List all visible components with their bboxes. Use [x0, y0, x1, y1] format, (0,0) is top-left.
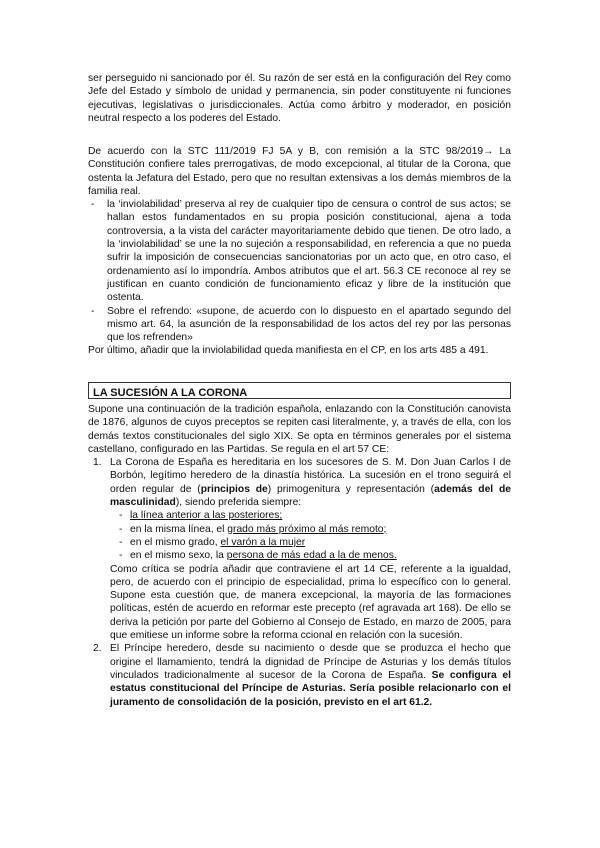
item2-text: El Príncipe heredero, desde su nacimiento o desde que se produzca el hecho que origine el llamamiento, tendrá la dignidad de Príncipe de Asturias y los demás títulos vinculados tradicionalmente al sucesor de la Corona de España.: [110, 643, 511, 681]
item1-text-a: La Corona de España es hereditaria en los sucesores de S. M. Don Juan Carlos I de Borbón, legítimo heredero de la dinastía histórica. La sucesión en el trono seguirá el orden regular de (: [110, 457, 511, 495]
item1-text-e: ), siendo preferida siempre:: [175, 497, 302, 509]
stc-closing: Por último, añadir que la inviolabilidad queda manifiesta en el CP, en los arts 485 a 491.: [88, 345, 489, 357]
article-item-2: [88, 642, 511, 708]
section-heading: LA SUCESIÓN A LA CORONA: [93, 387, 248, 399]
bullet-inviolabilidad: - la ‘inviolabilidad’ preserva al rey de cualquier tipo de censura o control de sus actos; se hallan estos fundamentados en su propia posición constitucional, ajena a toda controversia, a la vista del carácter mayoritariamente debido que tienen. De otro lado, a la ‘inviolabilidad’ se une la no sujeción a responsabilidad, en referencia a que no pueda sufrir la imposición de consecuencias sancionatorias por un acto que, en otro caso, el ordenamiento así lo impondría. Ambos atributos que el art. 56.3 CE reconoce al rey se justifican en cuanto condición de funcionamiento eficaz y libre de la institución que ostenta.: [88, 198, 511, 304]
sucesion-intro: Supone una continuación de la tradición española, enlazando con la Constitución canovista de 1876, algunos de cuyos preceptos se repiten casi literalmente, y, a través de ella, con los demás textos constitucionales del siglo XIX. Se opta en términos generales por el sistema castellano, configurado en las Partidas. Se regula en el art 57 CE:: [88, 404, 511, 455]
section-heading-box: [88, 382, 511, 399]
rule-item: - la línea anterior a las posteriores;: [110, 509, 511, 522]
stc-bullet-list: [88, 198, 511, 344]
item-number: 1.: [93, 457, 102, 469]
item1-text-c: ) primogenitura y representación (: [267, 483, 435, 495]
rule-item: - en la misma línea, el grado más próximo al más remoto;: [110, 523, 511, 536]
succession-rules-list: [110, 509, 511, 562]
stc-block: [88, 145, 511, 358]
critica-paragraph: Como crítica se podría añadir que contraviene el art 14 CE, referente a la igualdad, pero, de acuerdo con el principio de especialidad, prima lo específico con lo general. Supone esta cuestión que, de manera excepcional, la mayoría de las formaciones políticas, estén de acuerdo en reformar este precepto (ref agravada art 168). De ello se deriva la petición por parte del Gobierno al Consejo de Estado, en marzo de 2005, para que emitiese un informe sobre la reforma ccional en relación con la sucesión.: [110, 563, 511, 642]
rule-item: - en el mismo grado, el varón a la mujer: [110, 536, 511, 549]
item1-bold-masculinidad: además del de masculinidad: [110, 483, 511, 509]
article-list: [88, 456, 511, 709]
item2-bold-text: Se configura el estatus constitucional del Príncipe de Asturias. Sería posible relacionarlo con el juramento de consolidación de la posición, previsto en el art 61.2.: [110, 669, 511, 708]
item-number: 2.: [93, 643, 102, 655]
intro-paragraph: ser perseguido ni sancionado por él. Su razón de ser está en la configuración del Rey como Jefe del Estado y símbolo de unidad y permanencia, sin poder constituyente ni funciones ejecutivas, legislativas o jurisdiccionales. Actúa como árbitro y moderador, en posición neutral respecto a los poderes del Estado.: [88, 73, 511, 124]
sucesion-block: [88, 403, 511, 709]
bullet-refrendo: - Sobre el refrendo: «supone, de acuerdo con lo dispuesto en el apartado segundo del mismo art. 64, la asunción de la responsabilidad de los actos del rey por las personas que los refrenden»: [88, 305, 511, 345]
rule-item: - en el mismo sexo, la persona de más edad a la de menos.: [110, 549, 511, 562]
stc-paragraph: De acuerdo con la STC 111/2019 FJ 5A y B, con remisión a la STC 98/2019→ La Constitución confiere tales prerrogativas, de modo excepcional, al titular de la Corona, que ostenta la Jefatura del Estado, pero que no resultan extensivas a los demás miembros de la familia real.: [88, 146, 511, 197]
item1-bold-principios: principios de: [200, 483, 268, 495]
article-item-1: [88, 456, 511, 642]
